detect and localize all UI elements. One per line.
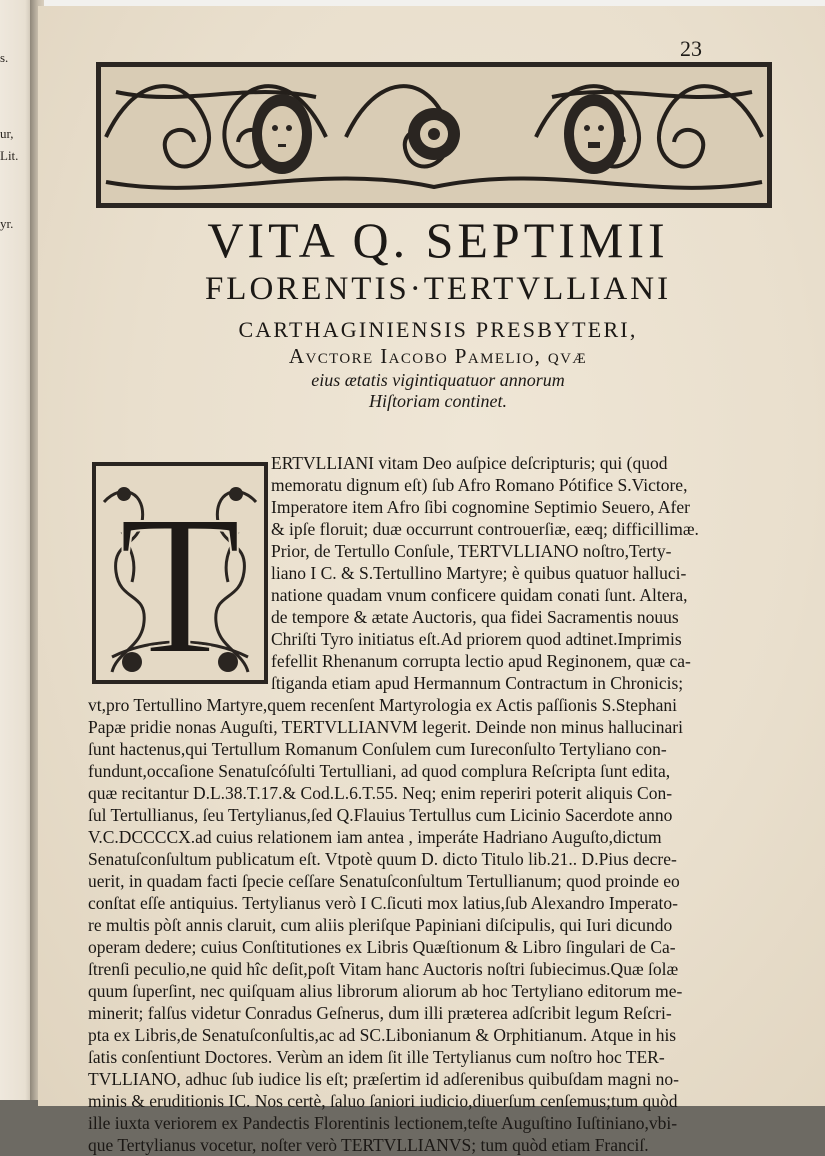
text-line: fefellit Rhenanum corrupta lectio apud Reginonem, quæ ca-	[271, 651, 691, 671]
text-line: minerit; falſus videtur Conradus Geſnerus, dum illi præterea adſcribit legum Reſcri-	[88, 1003, 672, 1023]
text-line: & ipſe floruit; duæ occurrunt controuerſiæ, eæq; difficillimæ.	[271, 519, 699, 539]
text-line: Prior, de Tertullo Conſule, TERTVLLIANO noſtro,Terty-	[271, 541, 672, 561]
text-line: quæ recitantur D.L.38.T.17.& Cod.L.6.T.55. Neq; enim reperiri poterit aliquis Con-	[88, 783, 673, 803]
body-text	[38, 6, 825, 1155]
text-line: ſul Tertullianus, ſeu Tertylianus,ſed Q.Flauius Tertullus cum Licinio Sacerdote anno	[88, 805, 673, 825]
text-line: ſtrenſi peculio,ne quid hîc deſit,poſt Vitam hanc Auctoris noſtri ſubiecimus.Quæ ſolæ	[88, 959, 679, 979]
text-line: ſunt hactenus,qui Tertullum Romanum Conſulem cum Iureconſulto Tertyliano con-	[88, 739, 667, 759]
text-line: minis & eruditionis IC. Nos certè, ſaluo ſaniori iudicio,diuerſum cenſemus;tum quòd	[88, 1091, 678, 1111]
text-line: re multis pòſt annis claruit, cum aliis pleriſque Papiniani diſcipulis, qui Iuri dicundo	[88, 915, 673, 935]
left-page-fragment: yr.	[0, 216, 14, 231]
title-line-6: Hiſtoriam continet.	[369, 391, 507, 411]
text-line: memoratu dignum eſt) ſub Afro Romano Pótifice S.Victore,	[271, 475, 688, 495]
page-number: 23	[680, 36, 702, 61]
text-line: operam dedere; cuius Conſtitutiones ex Libris Quæſtionum & Libro ſingulari de Ca-	[88, 937, 676, 957]
title-line-4: Avctore Iacobo Pamelio, qvæ	[288, 344, 588, 368]
text-line: fundunt,occaſione Senatuſcóſulti Tertulliani, ad quod complura Reſcripta ſunt edita,	[88, 761, 671, 781]
text-line: V.C.DCCCCX.ad cuius relationem iam antea , imperáte Hadriano Auguſto,dictum	[88, 827, 662, 847]
text-line: TVLLIANO, adhuc ſub iudice lis eſt; præſertim id adſerenibus quibuſdam magni no-	[88, 1069, 679, 1089]
book-page	[38, 6, 825, 1155]
text-line: liano I C. & S.Tertullino Martyre; è quibus quatuor halluci-	[271, 563, 687, 583]
drop-cap-letter: T	[118, 475, 242, 684]
text-line: Chriſti Tyro initiatus eſt.Ad priorem quod adtinet.Imprimis	[271, 629, 682, 649]
title-line-2: FLORENTIS·TERTVLLIANI	[204, 271, 672, 307]
text-line: Senatuſconſultum publicatum eſt. Vtpotè quum D. dicto Titulo lib.21.. D.Pius decre-	[88, 849, 677, 869]
text-line: pta ex Libris,de Senatuſconſultis,ac ad SC.Libonianum & Orphitianum. Atque in his	[88, 1025, 677, 1045]
left-page-fragment: ur,	[0, 126, 14, 141]
left-page-fragment: Lit.	[0, 148, 19, 163]
title-line-3: CARTHAGINIENSIS PRESBYTERI,	[238, 317, 638, 342]
title-line-1: VITA Q. SEPTIMII	[207, 212, 669, 268]
text-line: que Tertylianus vocetur, noſter verò TERTVLLIANVS; tum quòd etiam Franciſ.	[88, 1135, 649, 1155]
text-line: Imperatore item Afro ſibi cognomine Septimio Seuero, Afer	[271, 497, 690, 517]
text-line: ſtiganda etiam apud Hermannum Contractum in Chronicis;	[271, 673, 684, 693]
text-line: natione quadam vnum conficere quidam conati ſunt. Altera,	[271, 585, 688, 605]
text-line: uerit, in quadam facti ſpecie ceſſare Senatuſconſultum Tertullianum; quod proinde eo	[88, 871, 680, 891]
text-line: conſtat eſſe antiquius. Tertylianus verò I C.ſicuti mox latius,ſub Alexandro Imperato-	[88, 893, 678, 913]
title-line-5: eius ætatis vigintiquatuor annorum	[311, 370, 565, 390]
text-line: ille iuxta veriorem ex Pandectis Florentinis lectionem,teſte Auguſtino Iuſtiniano,vbi-	[88, 1113, 678, 1133]
text-line: de tempore & ætate Auctoris, qua fidei Sacramentis nouus	[271, 607, 679, 627]
text-line: ERTVLLIANI vitam Deo auſpice deſcripturis; qui (quod	[271, 453, 668, 473]
text-line: vt,pro Tertullino Martyre,quem recenſent Martyrologia ex Actis paſſionis S.Stephani	[88, 695, 677, 715]
text-line: ſatis conſentiunt Doctores. Verùm an idem ſit ille Tertylianus cum noſtro hoc TER-	[88, 1047, 665, 1067]
left-page-fragment: s.	[0, 50, 9, 65]
text-line: quum ſuperſint, nec quiſquam alius librorum aliorum ab hoc Tertyliano editorum me-	[88, 981, 683, 1001]
text-line: Papæ pridie nonas Auguſti, TERTVLLIANVM legerit. Deinde non minus hallucinari	[88, 717, 683, 737]
